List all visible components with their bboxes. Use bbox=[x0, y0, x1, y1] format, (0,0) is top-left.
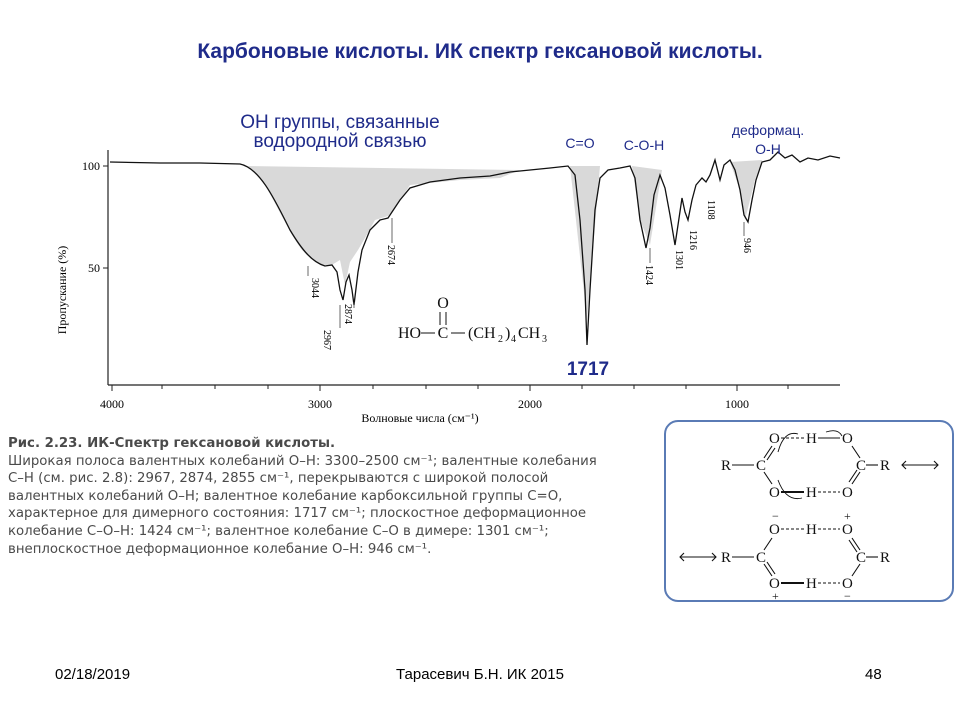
caption-head: Рис. 2.23. ИК-Спектр гексановой кислоты. bbox=[8, 436, 336, 451]
peak-label-1424: 1424 bbox=[643, 265, 654, 285]
oh-annotation-line2: водородной связью bbox=[253, 131, 427, 152]
peak-label-1301: 1301 bbox=[673, 250, 684, 270]
dimer1-o-tr: O bbox=[842, 431, 853, 447]
caption-line-3: валентных колебаний О–Н; валентное колебание карбоксильной группы С=О, bbox=[8, 488, 563, 504]
ir-spectrum-figure bbox=[40, 100, 860, 430]
dimer2-r-left: R bbox=[721, 550, 732, 566]
peak-label-1216: 1216 bbox=[687, 230, 698, 250]
peak-label-3044: 3044 bbox=[309, 278, 320, 298]
dimer1-r-left: R bbox=[721, 458, 732, 474]
caption-line-2: С–Н (см. рис. 2.8): 2967, 2874, 2855 см⁻¹, перекрываются с широкой полосой bbox=[8, 471, 549, 487]
dimer2-minus-br: − bbox=[844, 589, 851, 600]
slide-title: Карбоновые кислоты. ИК спектр гексановой кислоты. bbox=[197, 40, 763, 63]
dimer2-plus-tr: + bbox=[844, 509, 851, 523]
deform-annotation-line1: деформац. bbox=[731, 122, 805, 138]
formula-ho: HO bbox=[398, 325, 422, 342]
x-tick-1000: 1000 bbox=[725, 397, 749, 411]
dimer1-o-tl: O bbox=[769, 431, 780, 447]
dimer2-h-bottom: H bbox=[806, 576, 817, 592]
dimer2-c-right: C bbox=[856, 550, 867, 566]
caption-line-5: колебание С–О–Н: 1424 см⁻¹; валентное колебание С–О в димере: 1301 см⁻¹; bbox=[8, 523, 549, 539]
coh-annotation: C-O-H bbox=[623, 137, 665, 153]
peak-label-2967: 2967 bbox=[321, 330, 332, 350]
dimer-resonance-box bbox=[664, 420, 954, 602]
hexanoic-acid-formula bbox=[398, 295, 547, 345]
formula-sub3: 3 bbox=[542, 334, 547, 345]
dimer1-o-br: O bbox=[842, 485, 853, 501]
big-peak-label-1717: 1717 bbox=[566, 359, 610, 380]
y-axis-label: Пропускание (%) bbox=[55, 245, 69, 335]
dimer2-c-left: C bbox=[756, 550, 767, 566]
dimer2-plus-bl: + bbox=[772, 589, 779, 600]
y-tick-50: 50 bbox=[88, 261, 100, 275]
caption-line-1: Широкая полоса валентных колебаний О–Н: 3300–2500 см⁻¹; валентные колебания bbox=[8, 453, 597, 469]
x-tick-3000: 3000 bbox=[308, 397, 332, 411]
formula-sub4: 4 bbox=[511, 334, 516, 345]
formula-chain: (CH bbox=[468, 325, 496, 342]
x-tick-4000: 4000 bbox=[100, 397, 124, 411]
dimer2-o-bl: O bbox=[769, 576, 780, 592]
y-tick-100: 100 bbox=[82, 159, 100, 173]
x-axis-ticks bbox=[112, 385, 788, 391]
deform-annotation-line2: О-Н bbox=[755, 141, 781, 157]
peak-label-2874: 2874 bbox=[342, 304, 353, 324]
dimer-diagram bbox=[666, 422, 952, 600]
footer-page-number: 48 bbox=[865, 666, 882, 683]
x-tick-2000: 2000 bbox=[518, 397, 542, 411]
dimer1-r-right: R bbox=[880, 458, 891, 474]
formula-close: ) bbox=[505, 325, 511, 342]
formula-o-top: O bbox=[437, 295, 449, 312]
caption-line-6: внеплоскостное деформационное колебание О–Н: 946 см⁻¹. bbox=[8, 541, 432, 557]
footer-date: 02/18/2019 bbox=[55, 666, 131, 683]
co-annotation: C=O bbox=[565, 135, 595, 151]
x-axis-label: Волновые числа (см⁻¹) bbox=[361, 411, 479, 425]
absorption-fill bbox=[245, 166, 520, 285]
dimer1-h-top: H bbox=[806, 431, 817, 447]
dimer1-c-left: C bbox=[756, 458, 767, 474]
formula-c: C bbox=[437, 325, 449, 342]
formula-sub2: 2 bbox=[498, 334, 503, 345]
dimer1-o-bl: O bbox=[769, 485, 780, 501]
oh-annotation-line1: OH группы, связанные bbox=[240, 112, 440, 133]
formula-ch3: CH bbox=[518, 325, 541, 342]
dimer2-minus-tl: − bbox=[772, 509, 779, 523]
absorption-fill-3 bbox=[632, 166, 662, 245]
dimer1-h-bottom: H bbox=[806, 485, 817, 501]
peak-label-1108: 1108 bbox=[705, 200, 716, 220]
dimer2-r-right: R bbox=[880, 550, 891, 566]
peak-label-2674: 2674 bbox=[385, 245, 396, 265]
dimer2-o-br: O bbox=[842, 576, 853, 592]
dimer2-o-tr: O bbox=[842, 522, 853, 538]
dimer2-o-tl: O bbox=[769, 522, 780, 538]
spectrum-line bbox=[110, 152, 840, 345]
dimer2-h-top: H bbox=[806, 522, 817, 538]
dimer1-c-right: C bbox=[856, 458, 867, 474]
figure-caption bbox=[8, 435, 668, 558]
caption-line-4: характерное для димерного состояния: 1717 см⁻¹; плоскостное деформационное bbox=[8, 506, 587, 522]
footer-author: Тарасевич Б.Н. ИК 2015 bbox=[396, 666, 564, 683]
peak-label-946: 946 bbox=[741, 238, 752, 253]
